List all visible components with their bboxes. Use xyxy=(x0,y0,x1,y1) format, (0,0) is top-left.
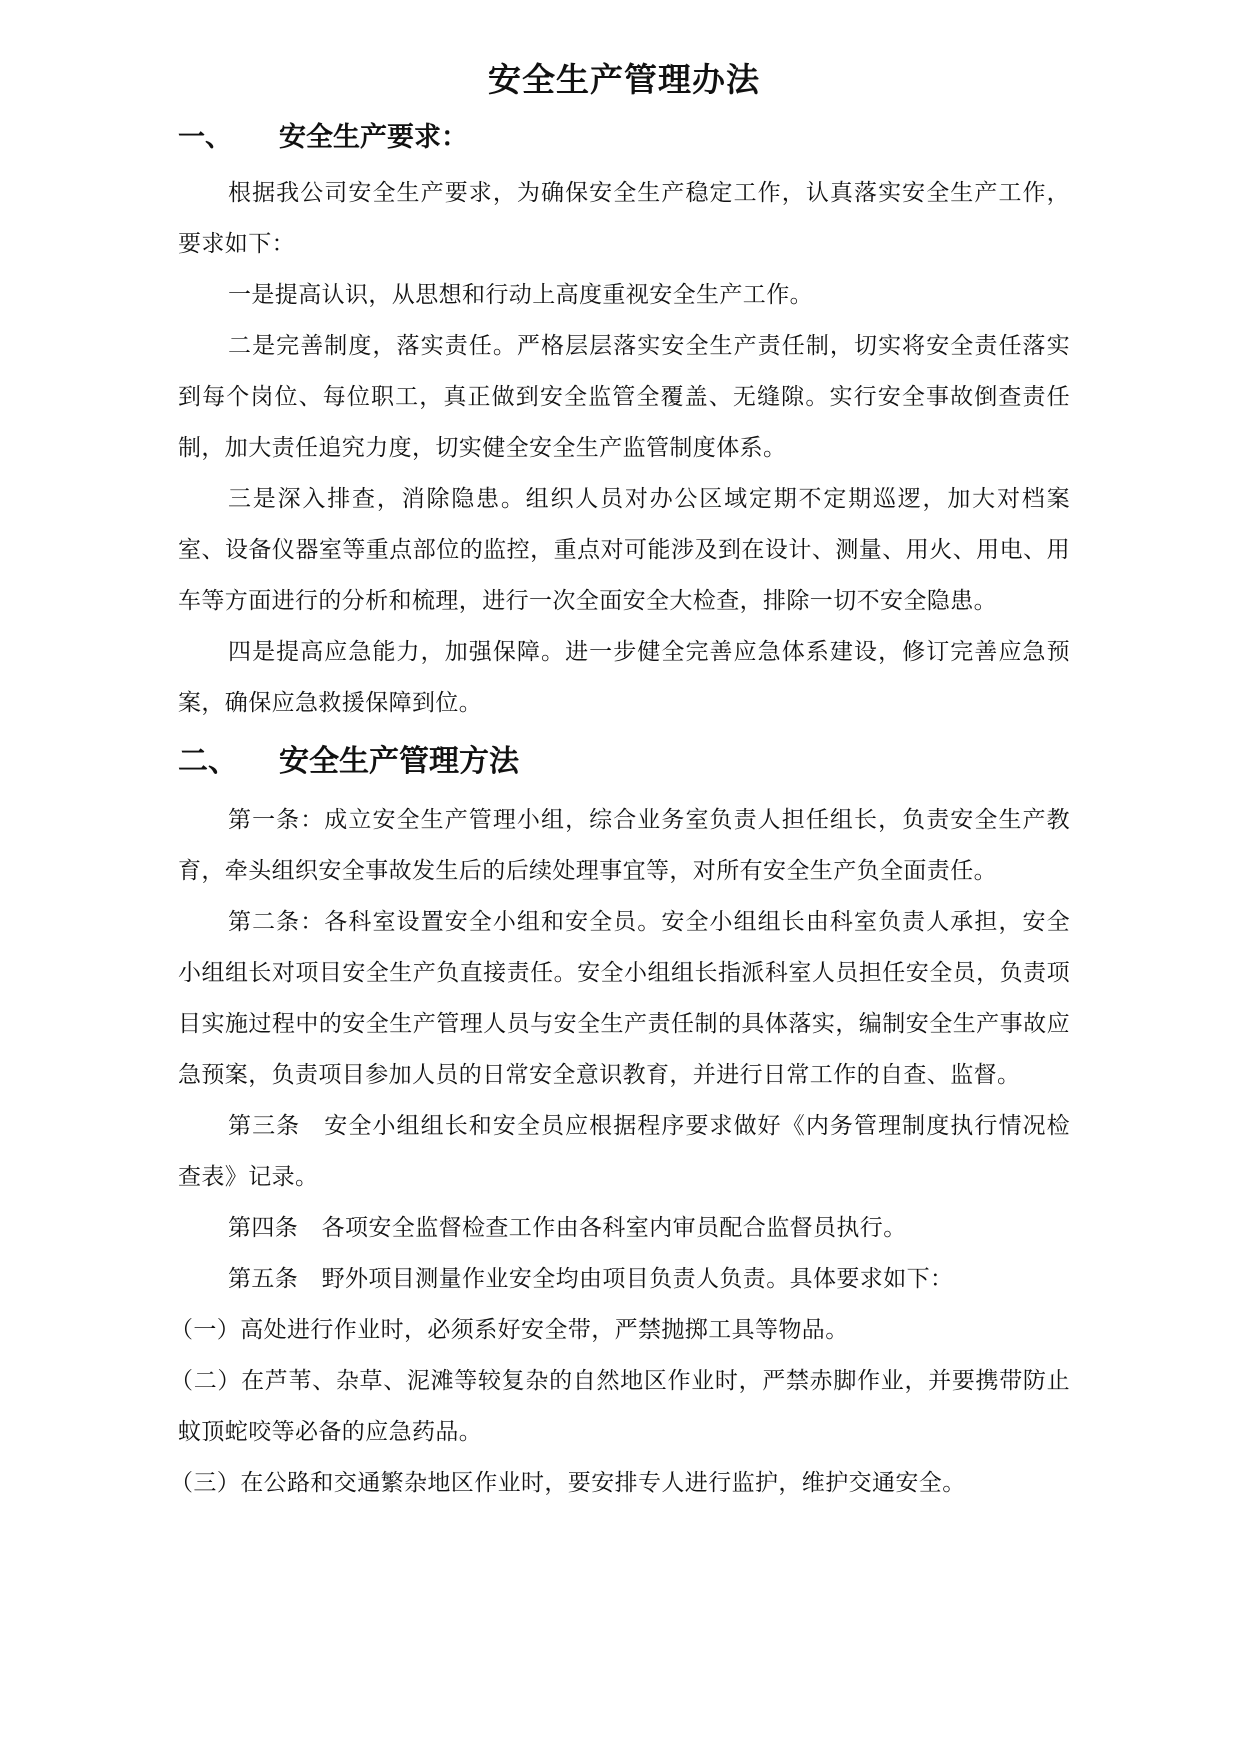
section-title: 安全生产管理方法 xyxy=(279,744,519,779)
paragraph: 一是提高认识，从思想和行动上高度重视安全生产工作。 xyxy=(228,282,813,308)
paragraph: 根据我公司安全生产要求，为确保安全生产稳定工作，认真落实安全生产工作，要求如下： xyxy=(178,180,1070,257)
list-item: （二）在芦苇、杂草、泥滩等较复杂的自然地区作业时，严禁赤脚作业，并要携带防止蚊顶蛇咬等必备的应急药品。 xyxy=(170,1368,1070,1445)
article-paragraph: 第三条 安全小组组长和安全员应根据程序要求做好《内务管理制度执行情况检查表》记录。 xyxy=(178,1113,1070,1190)
list-item: （一）高处进行作业时，必须系好安全带，严禁抛掷工具等物品。 xyxy=(170,1317,849,1343)
article-paragraph: 第二条：各科室设置安全小组和安全员。安全小组组长由科室负责人承担，安全小组组长对项目安全生产负直接责任。安全小组组长指派科室人员担任安全员，负责项目实施过程中的安全生产管理人员与安全生产责任制的具体落实，编制安全生产事故应急预案，负责项目参加人员的日常安全意识教育，并进行日常工作的自查、监督。 xyxy=(178,909,1070,1088)
document-body xyxy=(170,52,1070,1509)
list-item: （三）在公路和交通繁杂地区作业时，要安排专人进行监护，维护交通安全。 xyxy=(170,1470,966,1496)
paragraph: 三是深入排查，消除隐患。组织人员对办公区域定期不定期巡逻，加大对档案室、设备仪器室等重点部位的监控，重点对可能涉及到在设计、测量、用火、用电、用车等方面进行的分析和梳理，进行一次全面安全大检查，排除一切不安全隐患。 xyxy=(178,486,1070,614)
article-paragraph: 第一条：成立安全生产管理小组，综合业务室负责人担任组长，负责安全生产教育，牵头组织安全事故发生后的后续处理事宜等，对所有安全生产负全面责任。 xyxy=(178,807,1070,884)
paragraph: 二是完善制度，落实责任。严格层层落实安全生产责任制，切实将安全责任落实到每个岗位、每位职工，真正做到安全监管全覆盖、无缝隙。实行安全事故倒查责任制，加大责任追究力度，切实健全安全生产监管制度体系。 xyxy=(178,333,1070,461)
section-title: 安全生产要求： xyxy=(279,122,468,153)
section-heading-1 xyxy=(178,108,1070,168)
section-heading-2 xyxy=(178,729,1070,795)
paragraph: 四是提高应急能力，加强保障。进一步健全完善应急体系建设，修订完善应急预案，确保应急救援保障到位。 xyxy=(178,639,1070,716)
document-title: 安全生产管理办法 xyxy=(488,60,760,99)
section-number: 一、 xyxy=(178,122,232,153)
article-paragraph: 第五条 野外项目测量作业安全均由项目负责人负责。具体要求如下： xyxy=(228,1266,954,1292)
article-paragraph: 第四条 各项安全监督检查工作由各科室内审员配合监督员执行。 xyxy=(228,1215,907,1241)
section-number: 二、 xyxy=(178,744,238,779)
